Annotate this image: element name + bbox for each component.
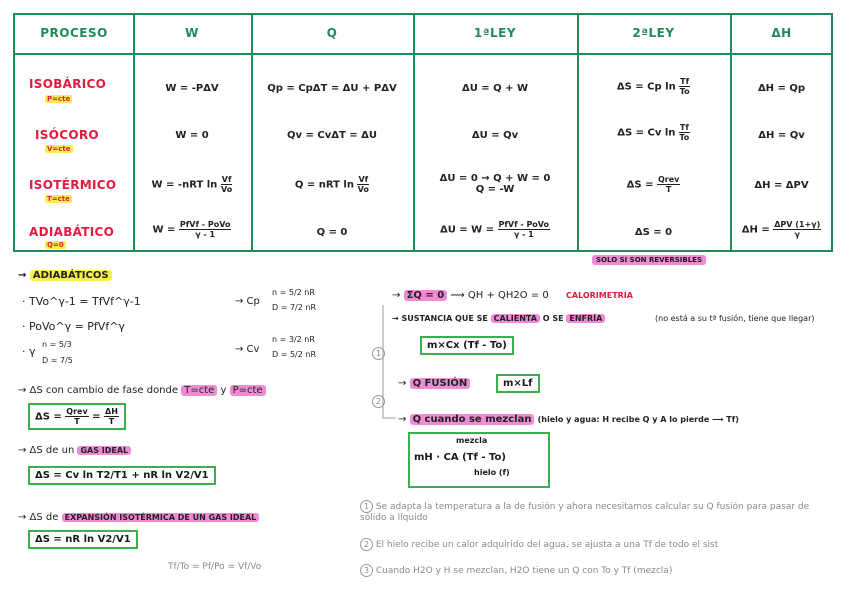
denominator: Vo xyxy=(357,185,369,194)
row-label-isobarico: ISOBÁRICO xyxy=(29,77,107,91)
fraction xyxy=(221,175,233,194)
note-text: Cuando H2O y H se mezclan, H2O tiene un Q con To y Tf (mezcla) xyxy=(375,566,673,576)
formula-text: W = -nRT ln xyxy=(151,179,218,191)
step-1-marker: 1 xyxy=(360,500,373,513)
note-text: El hielo recibe un calor adquirido del agua, se ajusta a una Tf de todo el sist xyxy=(375,540,719,550)
note-text: Se adapta la temperatura a la de fusión y ahora necesitamos calcular su Q fusión para pasar de sólido a líquido xyxy=(360,502,810,523)
mix-formula-box xyxy=(408,432,550,488)
cp-label: → Cp xyxy=(235,296,260,307)
mix-label-top: mezcla xyxy=(456,436,488,445)
cp-di: D = 7/2 nR xyxy=(272,303,316,312)
fraction xyxy=(357,175,369,194)
denominator: T xyxy=(665,185,672,194)
cell-ley2 xyxy=(577,123,730,142)
ds-phase-change xyxy=(18,385,266,396)
cell-dh: ΔH = Qv xyxy=(758,130,805,141)
numerator: Tf xyxy=(680,77,690,86)
ds-isothermal-expansion xyxy=(18,512,259,523)
note-text: → ΔS con cambio de fase donde xyxy=(18,385,179,396)
header-dh: ΔH xyxy=(771,26,792,40)
highlight: GAS IDEAL xyxy=(77,446,131,455)
fraction xyxy=(65,407,88,426)
note-text: → xyxy=(398,414,407,425)
mix-formula: mH · CA (Tf - To) xyxy=(414,452,506,463)
divider xyxy=(15,53,831,55)
cell-ley1: ΔU = Qv xyxy=(471,130,519,141)
cell-ley1 xyxy=(413,173,577,195)
formula-text: Q = nRT ln xyxy=(294,179,354,191)
cell-ley2: ΔS = 0 xyxy=(634,227,673,238)
fraction xyxy=(104,407,119,426)
formula-line: Q = -W xyxy=(475,184,515,195)
numerator: ΔPV (1+γ) xyxy=(774,220,821,229)
highlight: Q cuando se mezclan xyxy=(410,414,535,425)
ds-ideal-gas xyxy=(18,445,131,456)
substance-line xyxy=(392,314,605,323)
cell-q xyxy=(251,175,413,194)
gamma-di: D = 7/5 xyxy=(42,356,73,365)
fusion-formula-box: m×Lf xyxy=(496,374,540,393)
note-text: O SE xyxy=(542,314,564,323)
calorimetry-line: → ΣQ = 0 ⟿ QH + QH2O = 0 CALORIMETRÍA xyxy=(392,290,633,301)
adiabatic-eq2: · PoVo^γ = PfVf^γ xyxy=(22,320,125,333)
header-w: W xyxy=(185,26,199,40)
highlight: ADIABÁTICOS xyxy=(30,270,112,281)
step-3-marker: 3 xyxy=(360,564,373,577)
cv-mono: n = 3/2 nR xyxy=(272,335,315,344)
ds-phase-box xyxy=(28,403,126,430)
substance-note: (no está a su tª fusión, tiene que llegar) xyxy=(655,314,815,323)
row-label-isocoro: ISÓCORO xyxy=(35,128,99,142)
cell-ley1 xyxy=(413,220,577,239)
denominator: γ xyxy=(794,230,800,239)
highlight: ΣQ = 0 xyxy=(404,290,448,301)
cell-q: Qv = CvΔT = ΔU xyxy=(287,130,377,141)
cv-label: → Cv xyxy=(235,344,260,355)
cell-q: Q = 0 xyxy=(316,227,348,238)
fraction xyxy=(679,77,690,96)
note-1 xyxy=(360,500,830,523)
fraction xyxy=(179,220,232,239)
formula-text: ΔU = W = xyxy=(439,224,495,236)
header-proceso: PROCESO xyxy=(40,26,108,40)
condition-badge: P=cte xyxy=(47,95,71,103)
denominator: γ - 1 xyxy=(195,230,216,239)
gamma-label: · γ xyxy=(22,345,36,358)
cell-dh: ΔH = ΔPV xyxy=(754,180,809,191)
cell-w: W = 0 xyxy=(175,130,209,141)
formula-text: = xyxy=(92,411,101,423)
ds-isothermal-box: ΔS = nR ln V2/V1 xyxy=(28,530,138,549)
step-2-marker: 2 xyxy=(360,538,373,551)
formula-text: ΔS = xyxy=(626,179,654,191)
numerator: Qrev xyxy=(657,175,680,184)
fraction xyxy=(657,175,680,194)
highlight: P=cte xyxy=(230,385,266,396)
denominator: To xyxy=(679,87,690,96)
cell-w xyxy=(133,220,251,239)
step-2-marker: 2 xyxy=(372,395,385,408)
condition-badge: V=cte xyxy=(47,145,71,153)
cell-dh: ΔH = Qp xyxy=(757,83,806,94)
numerator: Vf xyxy=(221,175,232,184)
condition-badge: Q=0 xyxy=(47,241,64,249)
highlight: ENFRÍA xyxy=(566,314,605,323)
row-label-adiabatico: ADIABÁTICO xyxy=(29,225,115,239)
fraction xyxy=(498,220,551,239)
highlight: EXPANSIÓN ISOTÉRMICA DE UN GAS IDEAL xyxy=(62,513,260,522)
denominator: Vo xyxy=(220,185,233,194)
adiabaticos-heading: → ADIABÁTICOS xyxy=(18,270,112,281)
ds-ideal-gas-box: ΔS = Cv ln T2/T1 + nR ln V2/V1 xyxy=(28,466,216,485)
formula-text: ΔS = xyxy=(35,411,62,423)
note-text: → SUSTANCIA QUE SE xyxy=(392,314,488,323)
fraction xyxy=(773,220,821,239)
numerator: PfVf - PoVo xyxy=(179,220,231,229)
note-text: → xyxy=(398,378,407,389)
highlight: CALIENTA xyxy=(491,314,540,323)
note-text: → ΔS de un xyxy=(18,445,75,456)
formula-text: ΔS = Cv ln xyxy=(617,127,676,139)
formula-text: W = xyxy=(152,224,176,236)
denominator: T xyxy=(108,417,115,426)
denominator: To xyxy=(679,133,690,142)
fusion-line xyxy=(398,378,470,389)
note-text: (hielo y agua: H recibe Q y A lo pierde ⟶ Tf) xyxy=(537,415,739,424)
header-ley1: 1ªLEY xyxy=(473,26,517,40)
fraction xyxy=(679,123,690,142)
cv-di: D = 5/2 nR xyxy=(272,350,316,359)
mix-line xyxy=(398,414,739,425)
numerator: Vf xyxy=(358,175,369,184)
formula-line: ΔU = 0 → Q + W = 0 xyxy=(439,173,551,184)
cell-ley1: ΔU = Q + W xyxy=(461,83,529,94)
numerator: Qrev xyxy=(66,407,88,416)
row-label-isotermico: ISOTÉRMICO xyxy=(29,178,117,192)
cell-dh xyxy=(730,220,833,239)
highlight: Q FUSIÓN xyxy=(410,378,471,389)
note-3 xyxy=(360,564,672,577)
highlight: T=cte xyxy=(181,385,217,396)
cp-mono: n = 5/2 nR xyxy=(272,288,315,297)
ratio-formula: Tf/To = Pf/Po = Vf/Vo xyxy=(168,562,262,572)
flow-arrow xyxy=(368,300,398,430)
denominator: γ - 1 xyxy=(513,230,534,239)
processes-table xyxy=(13,13,833,252)
denominator: T xyxy=(74,417,80,426)
formula-text: ΔH = xyxy=(741,224,770,236)
cell-q: Qp = CpΔT = ΔU + PΔV xyxy=(267,83,397,94)
header-q: Q xyxy=(326,26,338,40)
reversible-footnote: SOLO SI SON REVERSIBLES xyxy=(592,255,706,265)
adiabatic-eq1: · TVo^γ-1 = TfVf^γ-1 xyxy=(22,295,141,308)
cell-ley2 xyxy=(577,77,730,96)
heat-formula-box: m×Cx (Tf - To) xyxy=(420,336,514,355)
formula-text: ΔS = Cp ln xyxy=(616,81,676,93)
cell-ley2 xyxy=(577,175,730,194)
condition-badge: T=cte xyxy=(47,195,70,203)
numerator: ΔH xyxy=(105,407,118,416)
note-2 xyxy=(360,538,718,551)
step-1-marker: 1 xyxy=(372,347,385,360)
calorimetry-label: CALORIMETRÍA xyxy=(565,291,633,300)
note-text: → ΔS de xyxy=(18,512,59,523)
numerator: PfVf - PoVo xyxy=(498,220,550,229)
mix-label-bottom: hielo (f) xyxy=(474,468,510,477)
note-text: y xyxy=(220,385,227,396)
cell-w xyxy=(133,175,251,194)
header-ley2: 2ªLEY xyxy=(632,26,675,40)
note-text: ⟿ QH + QH2O = 0 xyxy=(450,290,549,301)
numerator: Tf xyxy=(679,123,689,132)
gamma-mono: n = 5/3 xyxy=(42,340,72,349)
cell-w: W = -PΔV xyxy=(165,83,219,94)
